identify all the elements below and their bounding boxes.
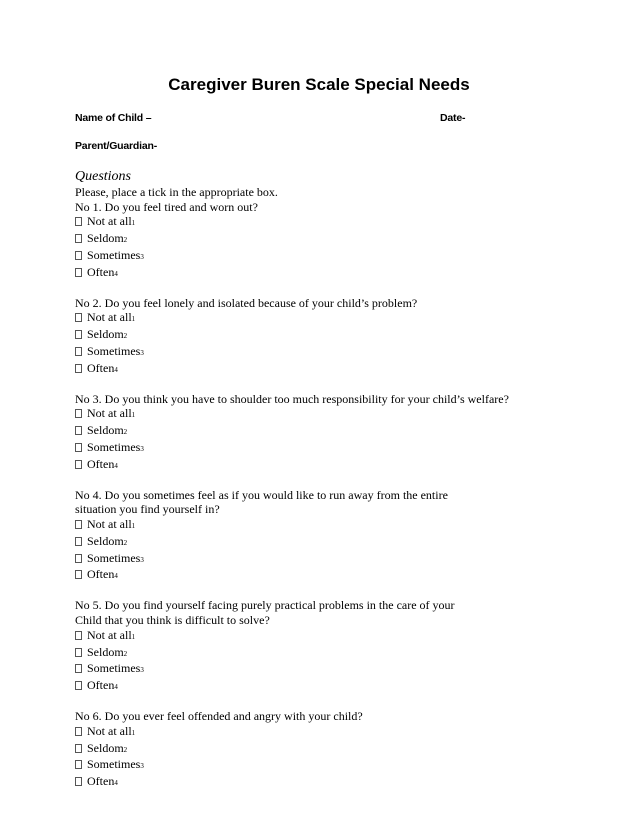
checkbox[interactable] xyxy=(75,460,82,469)
option-label: Sometimes xyxy=(87,550,141,565)
option-label: Often xyxy=(87,677,115,692)
checkbox[interactable] xyxy=(75,777,82,786)
checkbox[interactable] xyxy=(75,347,82,356)
option-label: Not at all xyxy=(87,214,132,229)
question-block xyxy=(75,392,595,474)
answer-option[interactable] xyxy=(75,534,595,551)
option-label: Not at all xyxy=(87,627,132,642)
option-label: Often xyxy=(87,456,115,471)
answer-option[interactable] xyxy=(75,231,595,248)
option-score: 1 xyxy=(131,219,136,228)
option-label: Seldom xyxy=(87,231,124,246)
option-score: 1 xyxy=(131,728,136,737)
answer-option[interactable] xyxy=(75,214,595,231)
checkbox[interactable] xyxy=(75,537,82,546)
question-block xyxy=(75,598,595,694)
option-label: Not at all xyxy=(87,310,132,325)
checkbox[interactable] xyxy=(75,234,82,243)
question-text: No 4. Do you sometimes feel as if you would like to run away from the entire xyxy=(75,487,448,502)
question-text: situation you find yourself in? xyxy=(75,502,220,517)
option-score: 2 xyxy=(123,649,128,658)
checkbox[interactable] xyxy=(75,664,82,673)
checkbox[interactable] xyxy=(75,330,82,339)
option-label: Often xyxy=(87,264,115,279)
answer-option[interactable] xyxy=(75,344,595,361)
question-text: No 3. Do you think you have to shoulder too much responsibility for your child’s welfare? xyxy=(75,391,509,406)
question-text: No 2. Do you feel lonely and isolated because of your child’s problem? xyxy=(75,295,418,310)
date-label: Date- xyxy=(440,112,466,124)
answer-option[interactable] xyxy=(75,628,595,645)
answer-option[interactable] xyxy=(75,265,595,282)
answer-option[interactable] xyxy=(75,551,595,568)
question-list xyxy=(75,200,595,791)
checkbox[interactable] xyxy=(75,570,82,579)
answer-option[interactable] xyxy=(75,678,595,695)
answer-option[interactable] xyxy=(75,310,595,327)
option-score: 3 xyxy=(140,762,144,771)
answer-option[interactable] xyxy=(75,724,595,741)
answer-option[interactable] xyxy=(75,757,595,774)
option-label: Seldom xyxy=(87,644,124,659)
checkbox[interactable] xyxy=(75,727,82,736)
checkbox[interactable] xyxy=(75,364,82,373)
question-text: No 6. Do you ever feel offended and angry with your child? xyxy=(75,709,363,724)
answer-option[interactable] xyxy=(75,645,595,662)
answer-option[interactable] xyxy=(75,661,595,678)
answer-option[interactable] xyxy=(75,423,595,440)
checkbox[interactable] xyxy=(75,631,82,640)
option-score: 1 xyxy=(131,632,136,641)
option-score: 2 xyxy=(123,428,128,437)
option-label: Sometimes xyxy=(87,757,141,772)
questionnaire xyxy=(75,168,595,791)
option-score: 1 xyxy=(131,411,136,420)
option-score: 2 xyxy=(123,236,128,245)
option-score: 4 xyxy=(114,365,118,374)
option-label: Not at all xyxy=(87,723,132,738)
option-label: Seldom xyxy=(87,327,124,342)
answer-option[interactable] xyxy=(75,457,595,474)
option-label: Often xyxy=(87,360,115,375)
question-text: No 1. Do you feel tired and worn out? xyxy=(75,199,258,214)
answer-option[interactable] xyxy=(75,741,595,758)
child-name-label: Name of Child – xyxy=(75,112,152,124)
answer-option[interactable] xyxy=(75,361,595,378)
answer-option[interactable] xyxy=(75,248,595,265)
option-label: Seldom xyxy=(87,740,124,755)
checkbox[interactable] xyxy=(75,426,82,435)
option-score: 4 xyxy=(114,779,118,787)
question-block xyxy=(75,709,595,791)
option-score: 3 xyxy=(140,444,144,453)
option-score: 2 xyxy=(123,538,128,547)
checkbox[interactable] xyxy=(75,760,82,769)
checkbox[interactable] xyxy=(75,648,82,657)
checkbox[interactable] xyxy=(75,744,82,753)
checkbox[interactable] xyxy=(75,251,82,260)
instruction-text: Please, place a tick in the appropriate box. xyxy=(75,185,278,199)
parent-guardian-label: Parent/Guardian- xyxy=(75,140,157,152)
checkbox[interactable] xyxy=(75,554,82,563)
question-block xyxy=(75,296,595,378)
option-label: Often xyxy=(87,567,115,582)
checkbox[interactable] xyxy=(75,443,82,452)
checkbox[interactable] xyxy=(75,217,82,226)
checkbox[interactable] xyxy=(75,268,82,277)
option-label: Not at all xyxy=(87,517,132,532)
question-text: Child that you think is difficult to solve? xyxy=(75,613,270,628)
checkbox[interactable] xyxy=(75,313,82,322)
option-score: 3 xyxy=(140,348,144,357)
question-text: No 5. Do you find yourself facing purely practical problems in the care of your xyxy=(75,598,455,613)
option-score: 4 xyxy=(114,269,118,278)
option-score: 3 xyxy=(140,666,144,675)
document-title: Caregiver Buren Scale Special Needs xyxy=(168,75,470,94)
questions-heading: Questions xyxy=(75,169,131,184)
answer-option[interactable] xyxy=(75,517,595,534)
option-label: Seldom xyxy=(87,423,124,438)
option-label: Sometimes xyxy=(87,247,141,262)
answer-option[interactable] xyxy=(75,567,595,584)
option-label: Seldom xyxy=(87,533,124,548)
answer-option[interactable] xyxy=(75,774,595,791)
option-score: 4 xyxy=(114,572,118,581)
option-score: 2 xyxy=(123,745,128,754)
option-score: 2 xyxy=(123,332,128,341)
answer-option[interactable] xyxy=(75,327,595,344)
question-block xyxy=(75,488,595,584)
option-label: Sometimes xyxy=(87,343,141,358)
option-label: Sometimes xyxy=(87,439,141,454)
option-label: Not at all xyxy=(87,406,132,421)
answer-option[interactable] xyxy=(75,440,595,457)
checkbox[interactable] xyxy=(75,681,82,690)
checkbox[interactable] xyxy=(75,520,82,529)
option-label: Sometimes xyxy=(87,661,141,676)
option-label: Often xyxy=(87,774,115,788)
option-score: 4 xyxy=(114,461,118,470)
option-score: 1 xyxy=(131,522,136,531)
answer-option[interactable] xyxy=(75,406,595,423)
option-score: 3 xyxy=(140,555,144,564)
question-block xyxy=(75,200,595,282)
checkbox[interactable] xyxy=(75,409,82,418)
option-score: 1 xyxy=(131,315,136,324)
option-score: 3 xyxy=(140,252,144,261)
option-score: 4 xyxy=(114,682,118,691)
